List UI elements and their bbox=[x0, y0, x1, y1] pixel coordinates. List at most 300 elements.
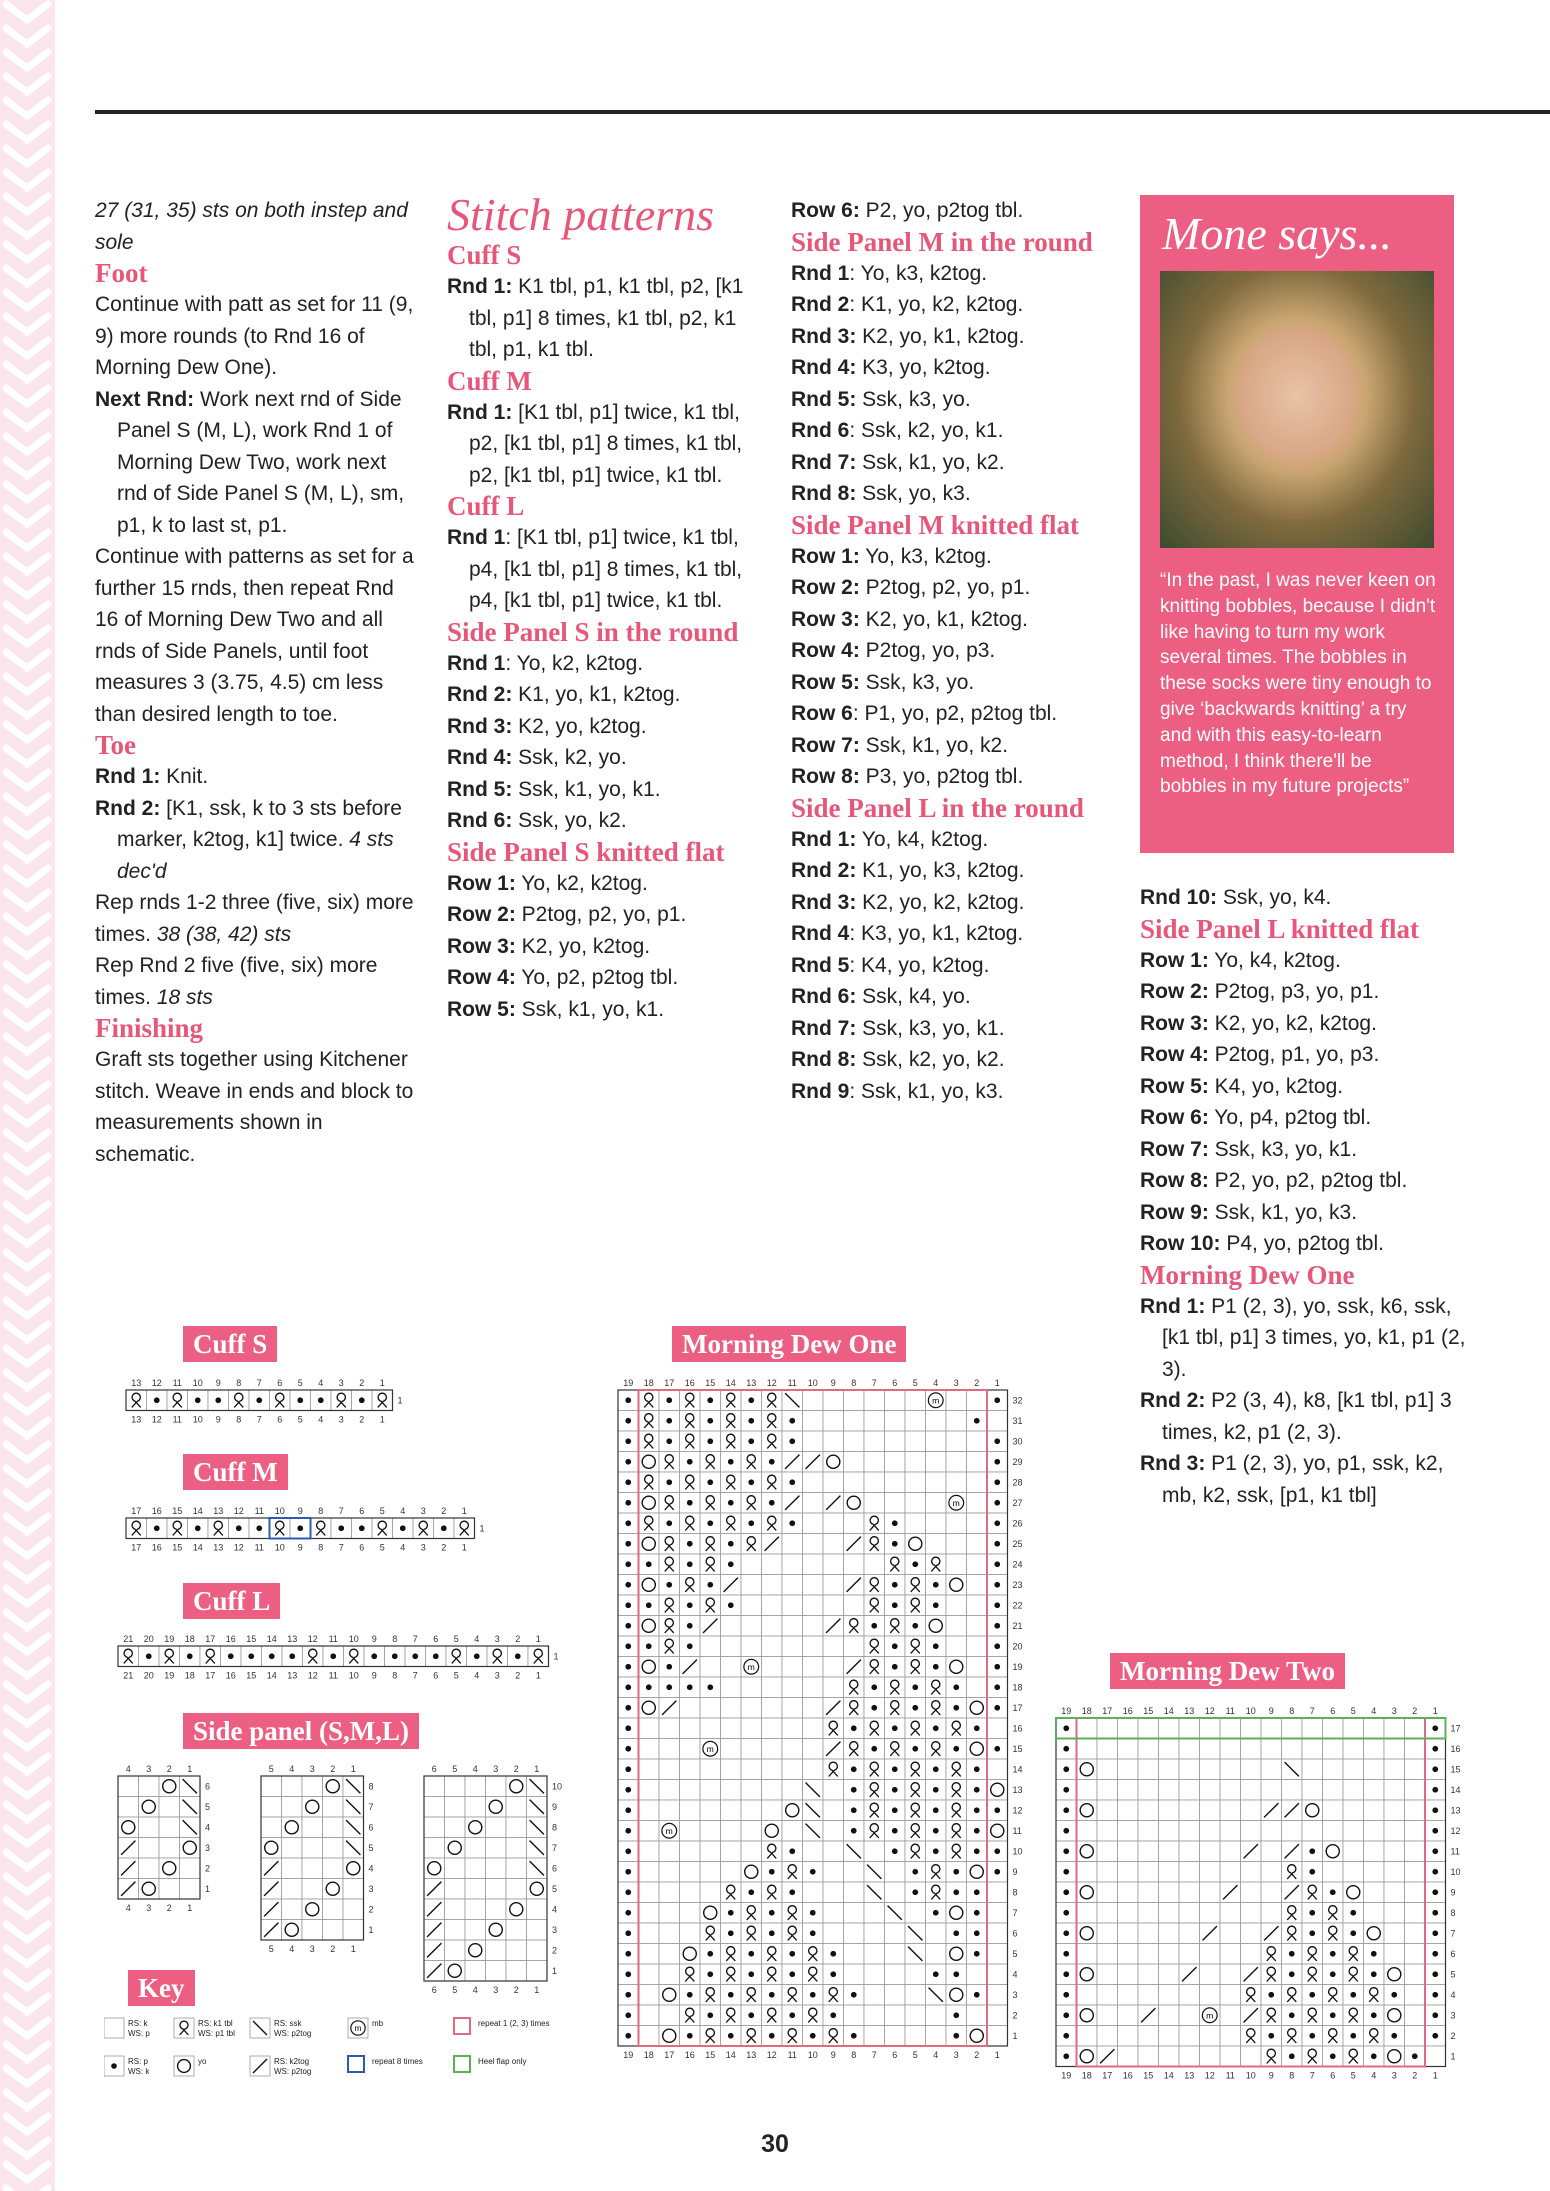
row-number: 31 bbox=[1012, 1415, 1023, 1426]
text-span: Morning Dew One bbox=[1140, 1259, 1355, 1290]
purl-dot-icon bbox=[625, 1766, 631, 1772]
chart-cell bbox=[1179, 1718, 1200, 1739]
chart-cell bbox=[282, 1899, 303, 1920]
chart-cell bbox=[1241, 2046, 1262, 2067]
purl-dot-icon bbox=[1432, 1971, 1438, 1977]
purl-dot-icon bbox=[974, 1418, 980, 1424]
column-number: 1 bbox=[187, 1903, 193, 1913]
paragraph bbox=[447, 962, 757, 994]
column-number: 5 bbox=[453, 1634, 459, 1644]
purl-dot-icon bbox=[330, 1653, 336, 1659]
text-span: Rnd 3: bbox=[1140, 1452, 1206, 1475]
column-number: 12 bbox=[766, 2050, 777, 2060]
row-number: 10 bbox=[552, 1781, 563, 1792]
label-side-panel: Side panel (S,M,L) bbox=[183, 1713, 419, 1749]
purl-dot-icon bbox=[933, 1910, 939, 1916]
column-number: 2 bbox=[441, 1542, 447, 1553]
column-number: 16 bbox=[151, 1506, 162, 1516]
chart-cell bbox=[864, 1944, 885, 1965]
row-number: 15 bbox=[1450, 1764, 1461, 1775]
chart-cell bbox=[803, 1841, 824, 1862]
purl-dot-icon bbox=[687, 1459, 693, 1465]
chart-cell bbox=[1384, 1800, 1405, 1821]
paragraph bbox=[95, 289, 415, 384]
purl-dot-icon bbox=[1432, 1746, 1438, 1752]
text-span: Rnd 1: bbox=[1140, 1294, 1206, 1318]
column-number: 6 bbox=[431, 1985, 437, 1995]
row-number: 14 bbox=[1450, 1784, 1461, 1795]
purl-dot-icon bbox=[1063, 1848, 1069, 1854]
purl-dot-icon bbox=[789, 1848, 795, 1854]
purl-dot-icon bbox=[933, 1787, 939, 1793]
key-label: WS: p2tog bbox=[274, 2029, 312, 2038]
chart-cell bbox=[823, 1513, 844, 1534]
key-label: Heel flap only bbox=[478, 2057, 527, 2066]
chart-cell bbox=[139, 1776, 160, 1797]
purl-dot-icon bbox=[912, 1623, 918, 1629]
chart-cell bbox=[1323, 1759, 1344, 1780]
chart-cell bbox=[782, 1616, 803, 1637]
chart-cell bbox=[967, 1493, 988, 1514]
purl-dot-icon bbox=[769, 1992, 775, 1998]
chart-cell bbox=[527, 1920, 548, 1941]
purl-dot-icon bbox=[687, 1561, 693, 1567]
column-number: 17 bbox=[205, 1670, 216, 1681]
purl-dot-icon bbox=[994, 1623, 1000, 1629]
purl-dot-icon bbox=[1391, 1992, 1397, 1998]
row-number: 5 bbox=[1012, 1948, 1018, 1959]
chart-cell bbox=[1220, 1944, 1241, 1965]
purl-dot-icon bbox=[687, 1541, 693, 1547]
text-span: P2tog, p1, yo, p3. bbox=[1208, 1043, 1380, 1066]
purl-dot-icon bbox=[994, 1459, 1000, 1465]
purl-dot-icon bbox=[830, 1951, 836, 1957]
row-number: 6 bbox=[368, 1822, 374, 1833]
chart-cell bbox=[844, 1472, 865, 1493]
chart-cell bbox=[302, 1838, 323, 1859]
chart-cell bbox=[506, 1961, 527, 1982]
text-span: Toe bbox=[95, 730, 137, 760]
chart-cell bbox=[823, 1411, 844, 1432]
chart-cell bbox=[1200, 1882, 1221, 1903]
paragraph bbox=[791, 289, 1101, 321]
chart-cell bbox=[445, 1817, 466, 1838]
chart-cell bbox=[721, 1718, 742, 1739]
chart-cell bbox=[680, 1821, 701, 1842]
column-number: 1 bbox=[994, 2050, 1000, 2060]
chart-cell bbox=[1302, 1759, 1323, 1780]
chart-cell bbox=[1159, 1821, 1180, 1842]
chart-cell bbox=[1343, 1821, 1364, 1842]
purl-dot-icon bbox=[974, 1828, 980, 1834]
paragraph bbox=[447, 271, 757, 366]
row-number: 1 bbox=[1012, 2030, 1018, 2041]
purl-dot-icon bbox=[707, 1582, 713, 1588]
text-span: Knit. bbox=[160, 765, 209, 788]
purl-dot-icon bbox=[953, 1971, 959, 1977]
purl-dot-icon bbox=[412, 1653, 418, 1659]
text-span: 18 sts bbox=[156, 985, 213, 1009]
chart-cell bbox=[1241, 1718, 1262, 1739]
text-span: Rnd 3: bbox=[791, 324, 857, 348]
chart-cell bbox=[823, 1677, 844, 1698]
purl-dot-icon bbox=[810, 1910, 816, 1916]
chart-cell bbox=[659, 1841, 680, 1862]
column-number: 3 bbox=[494, 1634, 500, 1644]
paragraph bbox=[447, 805, 757, 837]
chart-cell bbox=[987, 1985, 1008, 2006]
chart-cell bbox=[680, 1923, 701, 1944]
text-span: Row 5: bbox=[1140, 1074, 1209, 1098]
chart-cell bbox=[762, 1780, 783, 1801]
text-span: Ssk, k1, yo, k3. bbox=[1208, 1200, 1358, 1224]
row-number: 3 bbox=[1450, 2010, 1456, 2021]
chart-cell bbox=[527, 1940, 548, 1961]
chart-cell bbox=[905, 1964, 926, 1985]
chart-cell bbox=[1097, 1739, 1118, 1760]
purl-dot-icon bbox=[1309, 1910, 1315, 1916]
purl-dot-icon bbox=[666, 1397, 672, 1403]
purl-dot-icon bbox=[892, 1602, 898, 1608]
text-span: Side Panel S knitted flat bbox=[447, 836, 725, 867]
chart-cell bbox=[1097, 1882, 1118, 1903]
purl-dot-icon bbox=[215, 1397, 221, 1403]
chart-cell bbox=[762, 1759, 783, 1780]
chart-cell bbox=[1220, 1759, 1241, 1780]
chevron-border-icon bbox=[0, 0, 55, 2191]
chart-cell bbox=[762, 1698, 783, 1719]
column-number: 15 bbox=[1143, 2070, 1154, 2081]
text-span: Ssk, yo, k3. bbox=[856, 482, 971, 505]
key-label: mb bbox=[372, 2019, 384, 2028]
paragraph bbox=[791, 698, 1101, 730]
purl-dot-icon bbox=[707, 1951, 713, 1957]
column-number: 3 bbox=[953, 2050, 959, 2060]
column-number: 3 bbox=[420, 1506, 426, 1516]
chart-cell bbox=[680, 1903, 701, 1924]
column-number: 4 bbox=[125, 1764, 131, 1774]
purl-dot-icon bbox=[769, 1500, 775, 1506]
purl-dot-icon bbox=[871, 1684, 877, 1690]
purl-dot-icon bbox=[933, 1807, 939, 1813]
chart-cell bbox=[926, 1472, 947, 1493]
chart-cell bbox=[1118, 1862, 1139, 1883]
purl-dot-icon bbox=[974, 1930, 980, 1936]
column-number: 15 bbox=[705, 2050, 716, 2060]
purl-dot-icon bbox=[400, 1525, 406, 1531]
purl-dot-icon bbox=[974, 1766, 980, 1772]
chart-cell bbox=[1179, 1903, 1200, 1924]
paragraph bbox=[791, 667, 1101, 699]
section-heading bbox=[791, 227, 1101, 258]
purl-dot-icon bbox=[625, 1500, 631, 1506]
purl-dot-icon bbox=[646, 1602, 652, 1608]
column-number: 18 bbox=[1081, 1706, 1092, 1716]
chart-cell bbox=[885, 1390, 906, 1411]
chart-cell bbox=[639, 1882, 660, 1903]
chart-cell bbox=[506, 1879, 527, 1900]
purl-dot-icon bbox=[1350, 1992, 1356, 1998]
chart-cell bbox=[1138, 1800, 1159, 1821]
row-number: 4 bbox=[205, 1822, 211, 1833]
column-number: 11 bbox=[254, 1506, 264, 1516]
chart-cell bbox=[302, 1776, 323, 1797]
key-item bbox=[174, 2018, 235, 2038]
purl-dot-icon bbox=[748, 1951, 754, 1957]
chart-cell bbox=[659, 1882, 680, 1903]
chart-cell bbox=[180, 1879, 201, 1900]
column-number: 6 bbox=[359, 1506, 365, 1516]
text-span: Rep Rnd 2 five (five, six) more times. bbox=[95, 954, 378, 1009]
text-span: P2tog, p2, yo, p1. bbox=[515, 903, 687, 926]
chart-cell bbox=[1364, 1841, 1385, 1862]
chart-cell bbox=[1179, 1923, 1200, 1944]
column-number: 12 bbox=[307, 1670, 318, 1681]
chart-cell bbox=[343, 1920, 364, 1941]
chart-cell bbox=[465, 1838, 486, 1859]
paragraph bbox=[791, 604, 1101, 636]
column-number: 4 bbox=[472, 1764, 478, 1774]
chart-cell bbox=[926, 1411, 947, 1432]
section-heading bbox=[791, 510, 1101, 541]
label-key: Key bbox=[128, 1970, 195, 2006]
row-number: 28 bbox=[1012, 1477, 1023, 1488]
column-number: 4 bbox=[125, 1903, 131, 1913]
purl-dot-icon bbox=[338, 1525, 344, 1531]
chart-cell bbox=[905, 1513, 926, 1534]
chart-cell bbox=[1282, 1739, 1303, 1760]
column-number: 9 bbox=[1268, 1706, 1274, 1716]
text-span: Rnd 6 bbox=[791, 419, 850, 442]
chart-cell bbox=[506, 1838, 527, 1859]
text-span: Ssk, k1, yo, k1. bbox=[515, 997, 665, 1021]
chart-cell bbox=[1302, 1821, 1323, 1842]
chart-cell bbox=[1200, 1800, 1221, 1821]
chart-cell bbox=[1241, 1862, 1262, 1883]
chart-cell bbox=[1159, 1800, 1180, 1821]
row-number: 30 bbox=[1012, 1436, 1023, 1447]
purl-dot-icon bbox=[1289, 1971, 1295, 1977]
chart-cell bbox=[844, 1882, 865, 1903]
text-span: P2tog, p3, yo, p1. bbox=[1208, 980, 1380, 1003]
column-number: 9 bbox=[1268, 2070, 1274, 2081]
chart-cell bbox=[1179, 1780, 1200, 1801]
purl-dot-icon bbox=[933, 1848, 939, 1854]
chart-cell bbox=[926, 1534, 947, 1555]
chart-cell bbox=[803, 1431, 824, 1452]
column-number: 4 bbox=[1371, 1706, 1377, 1716]
column-number: 4 bbox=[318, 1378, 324, 1388]
chart-cell bbox=[803, 1575, 824, 1596]
key-item bbox=[250, 2056, 311, 2076]
purl-dot-icon bbox=[1309, 1848, 1315, 1854]
chart-cell bbox=[659, 1759, 680, 1780]
purl-dot-icon bbox=[728, 1910, 734, 1916]
chart-cell bbox=[1097, 1964, 1118, 1985]
chart-cell bbox=[864, 2026, 885, 2047]
purl-dot-icon bbox=[687, 1602, 693, 1608]
column-number: 5 bbox=[268, 1764, 274, 1774]
paragraph bbox=[447, 868, 757, 900]
paragraph bbox=[1140, 945, 1470, 977]
column-number: 10 bbox=[807, 1378, 818, 1388]
paragraph bbox=[95, 950, 415, 1013]
bobble-mark: m bbox=[354, 2023, 362, 2033]
purl-dot-icon bbox=[728, 1992, 734, 1998]
purl-dot-icon bbox=[625, 1664, 631, 1670]
chart-cell bbox=[782, 1677, 803, 1698]
column-number: 5 bbox=[912, 2050, 918, 2060]
row-number: 8 bbox=[368, 1781, 374, 1792]
column-number: 5 bbox=[379, 1542, 385, 1553]
chart-cell bbox=[1118, 1821, 1139, 1842]
chart-side-panel-s bbox=[96, 1760, 222, 1915]
chart-cell bbox=[1138, 1964, 1159, 1985]
paragraph bbox=[95, 887, 415, 950]
row-number: 6 bbox=[552, 1863, 558, 1874]
column-number: 3 bbox=[953, 1378, 959, 1388]
chart-cell bbox=[261, 1776, 282, 1797]
column-number: 14 bbox=[266, 1634, 277, 1644]
chart-cell bbox=[782, 1534, 803, 1555]
chart-cell bbox=[1220, 1903, 1241, 1924]
column-number: 13 bbox=[1184, 1706, 1195, 1716]
column-number: 18 bbox=[643, 1378, 654, 1388]
column-number: 2 bbox=[330, 1944, 336, 1954]
column-number: 11 bbox=[787, 1378, 797, 1388]
purl-dot-icon bbox=[912, 1561, 918, 1567]
chart-cell bbox=[885, 1882, 906, 1903]
chart-cell bbox=[1302, 1739, 1323, 1760]
paragraph bbox=[447, 397, 757, 492]
column-number: 6 bbox=[1330, 1706, 1336, 1716]
row-number: 26 bbox=[1012, 1518, 1023, 1529]
chart-cell bbox=[782, 1698, 803, 1719]
chart-cell bbox=[864, 1472, 885, 1493]
chart-cell bbox=[782, 1718, 803, 1739]
chart-cell bbox=[926, 1944, 947, 1965]
purl-dot-icon bbox=[625, 1582, 631, 1588]
column-number: 10 bbox=[1245, 1706, 1256, 1716]
chart-cell bbox=[905, 1985, 926, 2006]
column-number: 10 bbox=[274, 1542, 285, 1553]
purl-dot-icon bbox=[810, 1869, 816, 1875]
chart-cell bbox=[1179, 1759, 1200, 1780]
purl-dot-icon bbox=[625, 1397, 631, 1403]
column-number: 13 bbox=[746, 2050, 757, 2060]
paragraph bbox=[791, 855, 1101, 887]
column-number: 2 bbox=[513, 1764, 519, 1774]
text-span: : [K1 tbl, p1] twice, k1 tbl, p4, [k1 tbl, p1] 8 times, k1 tbl, p4, [k1 tbl, p1] twice, k1 tbl. bbox=[469, 526, 743, 612]
chart-cell bbox=[1138, 1944, 1159, 1965]
paragraph bbox=[1140, 1197, 1470, 1229]
purl-dot-icon bbox=[933, 1582, 939, 1588]
purl-dot-icon bbox=[154, 1525, 160, 1531]
text-span: Ssk, k3, yo. bbox=[856, 387, 971, 411]
paragraph bbox=[791, 635, 1101, 667]
purl-dot-icon bbox=[1391, 2033, 1397, 2039]
purl-dot-icon bbox=[1063, 1787, 1069, 1793]
chart-cell bbox=[762, 1800, 783, 1821]
purl-dot-icon bbox=[474, 1653, 480, 1659]
chart-cell bbox=[1159, 2005, 1180, 2026]
text-span: Rnd 5: bbox=[447, 777, 513, 801]
chart-cell bbox=[639, 2026, 660, 2047]
chart-cell bbox=[323, 1817, 344, 1838]
text-span: Row 4: bbox=[1140, 1043, 1209, 1066]
column-number: 13 bbox=[287, 1634, 298, 1644]
purl-dot-icon bbox=[1063, 1828, 1069, 1834]
chart-cell bbox=[1118, 1739, 1139, 1760]
chart-cell bbox=[803, 1759, 824, 1780]
chart-cell bbox=[465, 1899, 486, 1920]
purl-dot-icon bbox=[371, 1653, 377, 1659]
purl-dot-icon bbox=[625, 1889, 631, 1895]
chart-cell bbox=[323, 1797, 344, 1818]
purl-dot-icon bbox=[748, 1520, 754, 1526]
paragraph bbox=[1140, 1008, 1470, 1040]
text-span: Ssk, k2, yo. bbox=[512, 746, 627, 769]
chart-cell bbox=[987, 2026, 1008, 2047]
purl-dot-icon bbox=[625, 1418, 631, 1424]
label-cuff-l: Cuff L bbox=[183, 1583, 280, 1619]
chart-cell bbox=[506, 1920, 527, 1941]
purl-dot-icon bbox=[728, 1561, 734, 1567]
text-span: Rnd 7: bbox=[791, 1016, 857, 1040]
chart-cell bbox=[1118, 1903, 1139, 1924]
column-number: 21 bbox=[123, 1670, 134, 1681]
chart-cell bbox=[465, 1961, 486, 1982]
paragraph bbox=[447, 742, 757, 774]
column-number: 7 bbox=[338, 1542, 344, 1553]
text-span: 27 (31, 35) sts on both instep and sole bbox=[95, 199, 408, 254]
purl-dot-icon bbox=[728, 1541, 734, 1547]
purl-dot-icon bbox=[994, 1746, 1000, 1752]
column-side-panels-m-l bbox=[791, 195, 1101, 1107]
paragraph bbox=[791, 384, 1101, 416]
column-number: 14 bbox=[725, 1378, 736, 1388]
chart-cell bbox=[721, 1862, 742, 1883]
paragraph bbox=[95, 541, 415, 730]
purl-dot-icon bbox=[297, 1397, 303, 1403]
chart-cell bbox=[885, 1411, 906, 1432]
chart-cell bbox=[967, 1636, 988, 1657]
column-number: 8 bbox=[1289, 1706, 1295, 1716]
text-span: Ssk, k1, yo, k2. bbox=[859, 733, 1009, 757]
chart-cell bbox=[639, 1841, 660, 1862]
chart-cell bbox=[659, 1923, 680, 1944]
chart-cell bbox=[1118, 2026, 1139, 2047]
row-number: 3 bbox=[552, 1924, 558, 1935]
column-number: 11 bbox=[787, 2050, 797, 2060]
text-span: Rnd 1: bbox=[791, 827, 857, 851]
chart-cell bbox=[967, 1616, 988, 1637]
chart-cell bbox=[1179, 1841, 1200, 1862]
column-number: 17 bbox=[664, 2050, 675, 2060]
chart-cell bbox=[1159, 1862, 1180, 1883]
chart-cell bbox=[1097, 1780, 1118, 1801]
purl-dot-icon bbox=[625, 2012, 631, 2018]
chart-cell bbox=[1138, 1923, 1159, 1944]
chart-cell bbox=[864, 1841, 885, 1862]
chart-cell bbox=[1302, 1718, 1323, 1739]
paragraph bbox=[95, 1044, 415, 1170]
column-number: 8 bbox=[392, 1670, 398, 1681]
chart-cell bbox=[680, 1698, 701, 1719]
chart-cell bbox=[506, 1797, 527, 1818]
chart-cell bbox=[967, 1534, 988, 1555]
chart-cell bbox=[946, 1452, 967, 1473]
